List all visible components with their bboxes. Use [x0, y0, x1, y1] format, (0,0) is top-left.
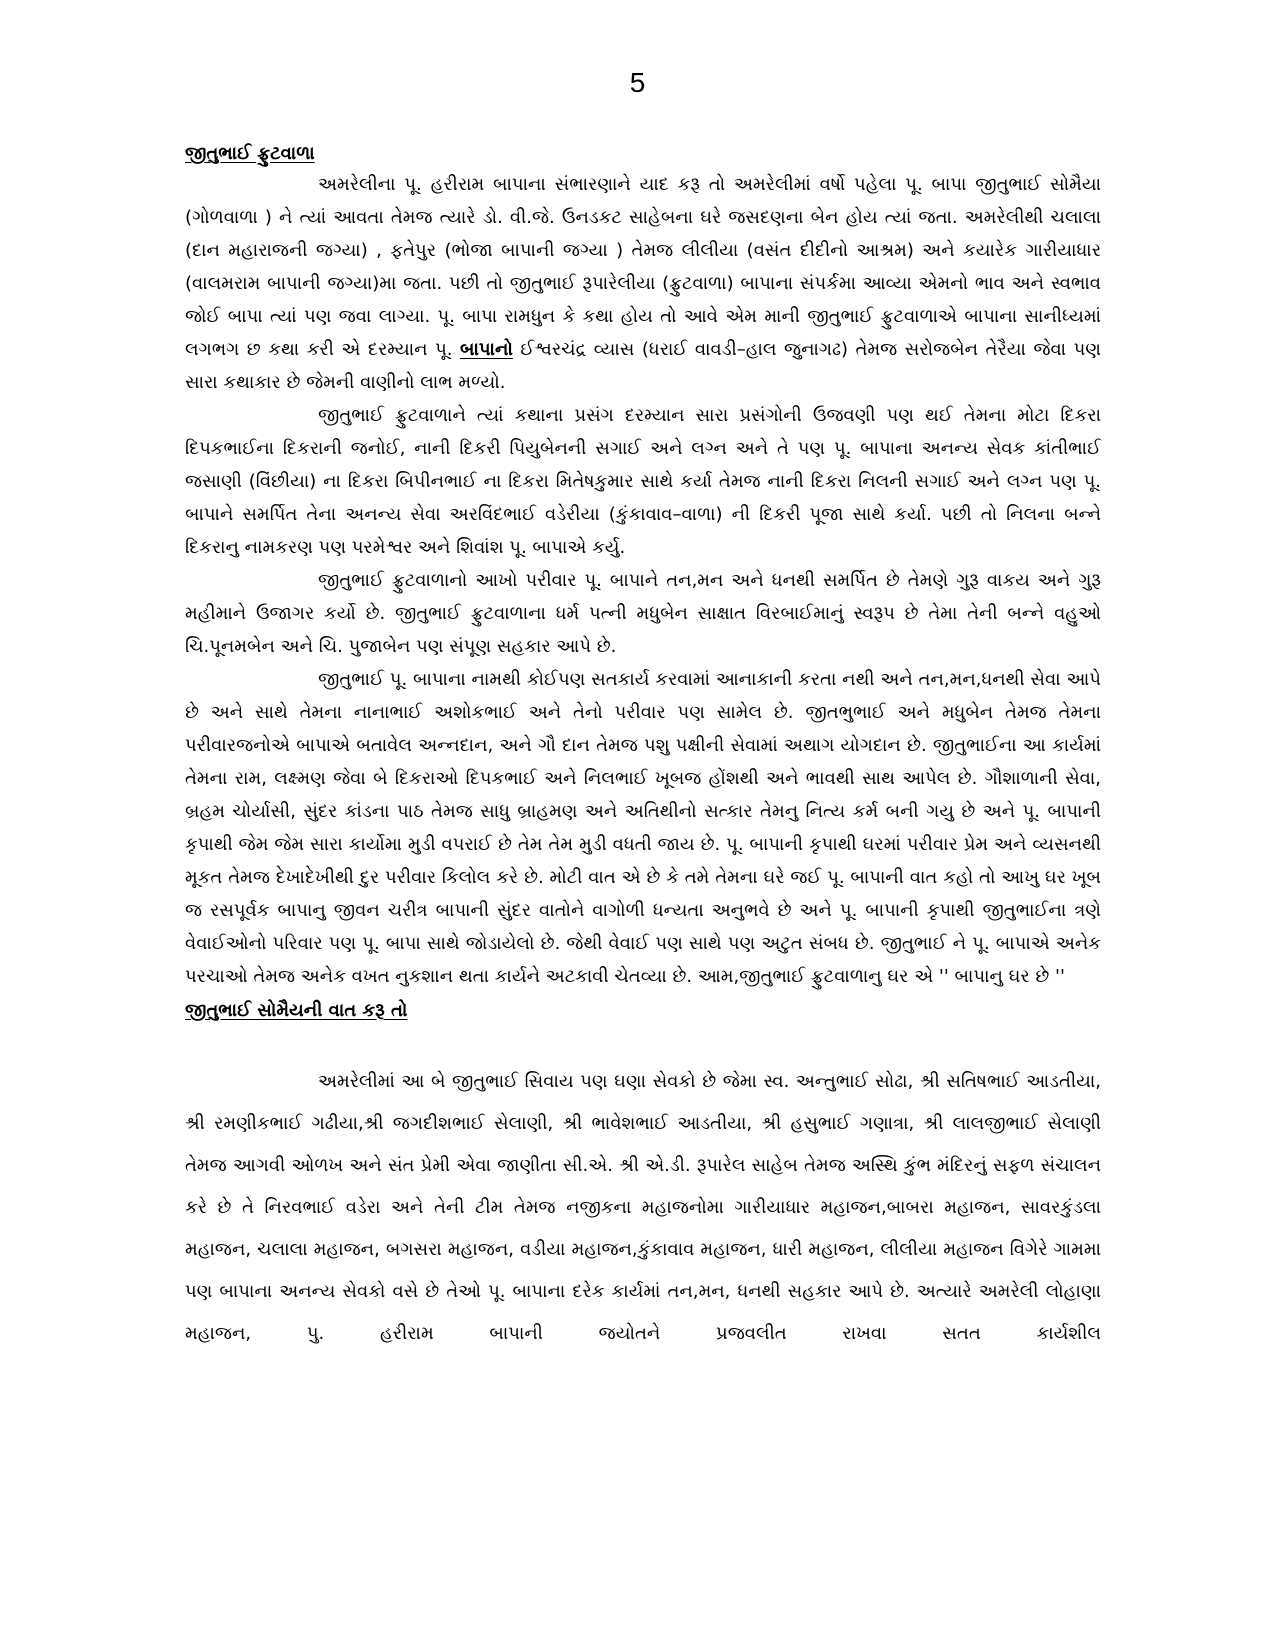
- page-number: 5: [629, 67, 646, 98]
- paragraph: જીતુભાઈ પૂ. બાપાના નામથી કોઈપણ સતકાર્ય કરવામાં આનાકાની કરતા નથી અને તન,મન,ધનથી સેવા આપે છે અને સાથે તેમના નાનાભાઈ અશોકભાઈ અને તેનો પરીવાર પણ સામેલ છે. જીતભુભાઈ અને મધુબેન તેમજ તેમના પરીવારજનોએ બાપાએ બતાવેલ અન્નદાન, અને ગૌ દાન તેમજ પશુ પક્ષીની સેવામાં અથાગ યોગદાન છે. જીતુભાઈના આ કાર્યમાં તેમના રામ, લક્ષ્મણ જેવા બે દિકરાઓ દિપકભાઈ અને નિલભાઈ ખૂબજ હોંશથી અને ભાવથી સાથ આપેલ છે. ગૌશાળાની સેવા, બ્રહમ ચોર્યાસી, સુંદર કાંડના પાઠ તેમજ સાધુ બ્રાહમણ અને અતિથીનો સત્કાર તેમનુ નિત્ય કર્મ બની ગયુ છે અને પૂ. બાપાની કૃપાથી જેમ જેમ સારા કાર્યોમા મુડી વપરાઈ છે તેમ તેમ મુડી વધતી જાય છે. પૂ. બાપાની કૃપાથી ઘરમાં પરીવાર પ્રેમ અને વ્યસનથી મૂકત તેમજ દેખાદેખીથી દુર પરીવાર કિલોલ કરે છે. મોટી વાત એ છે કે તમે તેમના ઘરે જઈ પૂ. બાપાની વાત કહો તો આખુ ઘર ખૂબ જ રસપૂર્વક બાપાનુ જીવન ચરીત્ર બાપાની સુંદર વાતોને વાગોળી ધન્યતા અનુભવે છે અને પૂ. બાપાની કૃપાથી જીતુભાઈના ત્રણે વેવાઈઓનો પરિવાર પણ પૂ. બાપા સાથે જોડાયેલો છે. જેથી વેવાઈ પણ સાથે પણ અટુત સંબધ છે. જીતુભાઈ ને પૂ. બાપાએ અનેક પરચાઓ તેમજ અનેક વખત નુકશાન થતા કાર્યને અટકાવી ચેતવ્યા છે. આમ,જીતુભાઈ ફ્રુટવાળાનુ ઘર એ '' બાપાનુ ઘર છે '': [185, 669, 1101, 988]
- underlined-word: બાપાનો: [460, 339, 513, 361]
- paragraph-text: અમરેલીના પૂ. હરીરામ બાપાના સંભારણાને યાદ કરૂ તો અમરેલીમાં વર્ષો પહેલા પૂ. બાપા જીતુભાઈ સોમૈયા (ગોળવાળા ) ને ત્યાં આવતા તેમજ ત્યારે ડો. વી.જે. ઉનડકટ સાહેબના ઘરે જસદણના બેન હોય ત્યાં જતા. અમરેલીથી ચલાલા (દાન મહારાજની જગ્યા) , ફતેપુર (ભોજા બાપાની જગ્યા ) તેમજ લીલીયા (વસંત દીદીનો આશ્રમ) અને કયારેક ગારીયાધાર (વાલમરામ બાપાની જગ્યા)મા જતા. પછી તો જીતુભાઈ રૂપારેલીયા (ફ્રુટવાળા) બાપાના સંપર્કમા આવ્યા એમનો ભાવ અને સ્વભાવ જોઈ બાપા ત્યાં પણ જવા લાગ્યા. પૂ. બાપા રામધુન કે કથા હોય તો આવે એમ માની જીતુભાઈ ફ્રુટવાળાએ બાપાના સાનીધ્યમાં લગભગ છ કથા કરી એ દરમ્યાન પૂ.: [185, 174, 1101, 361]
- section-heading-text: જીતુભાઈ સોમૈયની વાત કરૂ તો: [185, 999, 408, 1021]
- paragraph: [185, 168, 1101, 399]
- paragraph: અમરેલીમાં આ બે જીતુભાઈ સિવાય પણ ઘણા સેવકો છે જેમા સ્વ. અન્તુભાઈ સોઢા, શ્રી સતિષભાઈ આડતીયા, શ્રી રમણીકભાઈ ગઢીયા,શ્રી જગદીશભાઈ સેલાણી, શ્રી ભાવેશભાઈ આડતીયા, શ્રી હસુભાઈ ગણાત્રા, શ્રી લાલજીભાઈ સેલાણી તેમજ આગવી ઓળખ અને સંત પ્રેમી એવા જાણીતા સી.એ. શ્રી એ.ડી. રૂપારેલ સાહેબ તેમજ અસ્થિ કુંભ મંદિરનું સફળ સંચાલન કરે છે તે નિરવભાઈ વડેરા અને તેની ટીમ તેમજ નજીકના મહાજનોમા ગારીયાધાર મહાજન,બાબરા મહાજન, સાવરકુંડલા મહાજન, ચલાલા મહાજન, બગસરા મહાજન, વડીયા મહાજન,કુંકાવાવ મહાજન, ધારી મહાજન, લીલીયા મહાજન વિગેરે ગામમા પણ બાપાના અનન્ય સેવકો વસે છે તેઓ પૂ. બાપાના દરેક કાર્યમાં તન,મન, ધનથી સહકાર આપે છે. અત્યારે અમરેલી લોહાણા મહાજન, પુ. હરીરામ બાપાની જયોતને પ્રજવલીત રાખવા સતત કાર્યશીલ: [185, 1070, 1101, 1344]
- paragraph-text: ઈશ્વરચંદ્ર વ્યાસ (ધરાઈ વાવડી–હાલ જુનાગઢ) તેમજ સરોજબેન તેરૈયા જેવા પણ સારા કથાકાર છે જેમની વાણીનો લાભ મળ્યો.: [185, 339, 1101, 394]
- section-heading-text: જીતુભાઈ ફ્રુટવાળા: [185, 143, 315, 164]
- section-heading: [185, 140, 1101, 168]
- paragraph: જીતુભાઈ ફ્રુટવાળાનો આખો પરીવાર પૂ. બાપાને તન,મન અને ધનથી સમર્પિત છે તેમણે ગુરૂ વાકય અને ગુરૂ મહીમાને ઉજાગર કર્યો છે. જીતુભાઈ ફ્રુટવાળાના ધર્મ પત્ની મધુબેન સાક્ષાત વિરબાઈમાનું સ્વરૂપ છે તેમા તેની બન્ને વહુઓ ચિ.પૂનમબેન અને ચિ. પુજાબેન પણ સંપૂણ સહકાર આપે છે.: [185, 570, 1101, 658]
- section-heading: [185, 997, 1101, 1025]
- paragraph: જીતુભાઈ ફ્રુટવાળાને ત્યાં કથાના પ્રસંગ દરમ્યાન સારા પ્રસંગોની ઉજવણી પણ થઈ તેમના મોટા દિકરા દિપકભાઈના દિકરાની જનોઈ, નાની દિકરી પિયુબેનની સગાઈ અને લગ્ન અને તે પણ પૂ. બાપાના અનન્ય સેવક કાંતીભાઈ જસાણી (વિંછીયા) ના દિકરા બિપીનભાઈ ના દિકરા મિતેષકુમાર સાથે કર્યા તેમજ નાની દિકરા નિલની સગાઈ અને લગ્ન પણ પૂ. બાપાને સમર્પિત તેના અનન્ય સેવા અરવિંદભાઈ વડેરીયા (કુંકાવાવ–વાળા) ની દિકરી પૂજા સાથે કર્યા. પછી તો નિલના બન્ને દિકરાનુ નામકરણ પણ પરમેશ્વર અને શિવાંશ પૂ. બાપાએ કર્યુ.: [185, 405, 1101, 559]
- document-body: [185, 140, 1101, 1355]
